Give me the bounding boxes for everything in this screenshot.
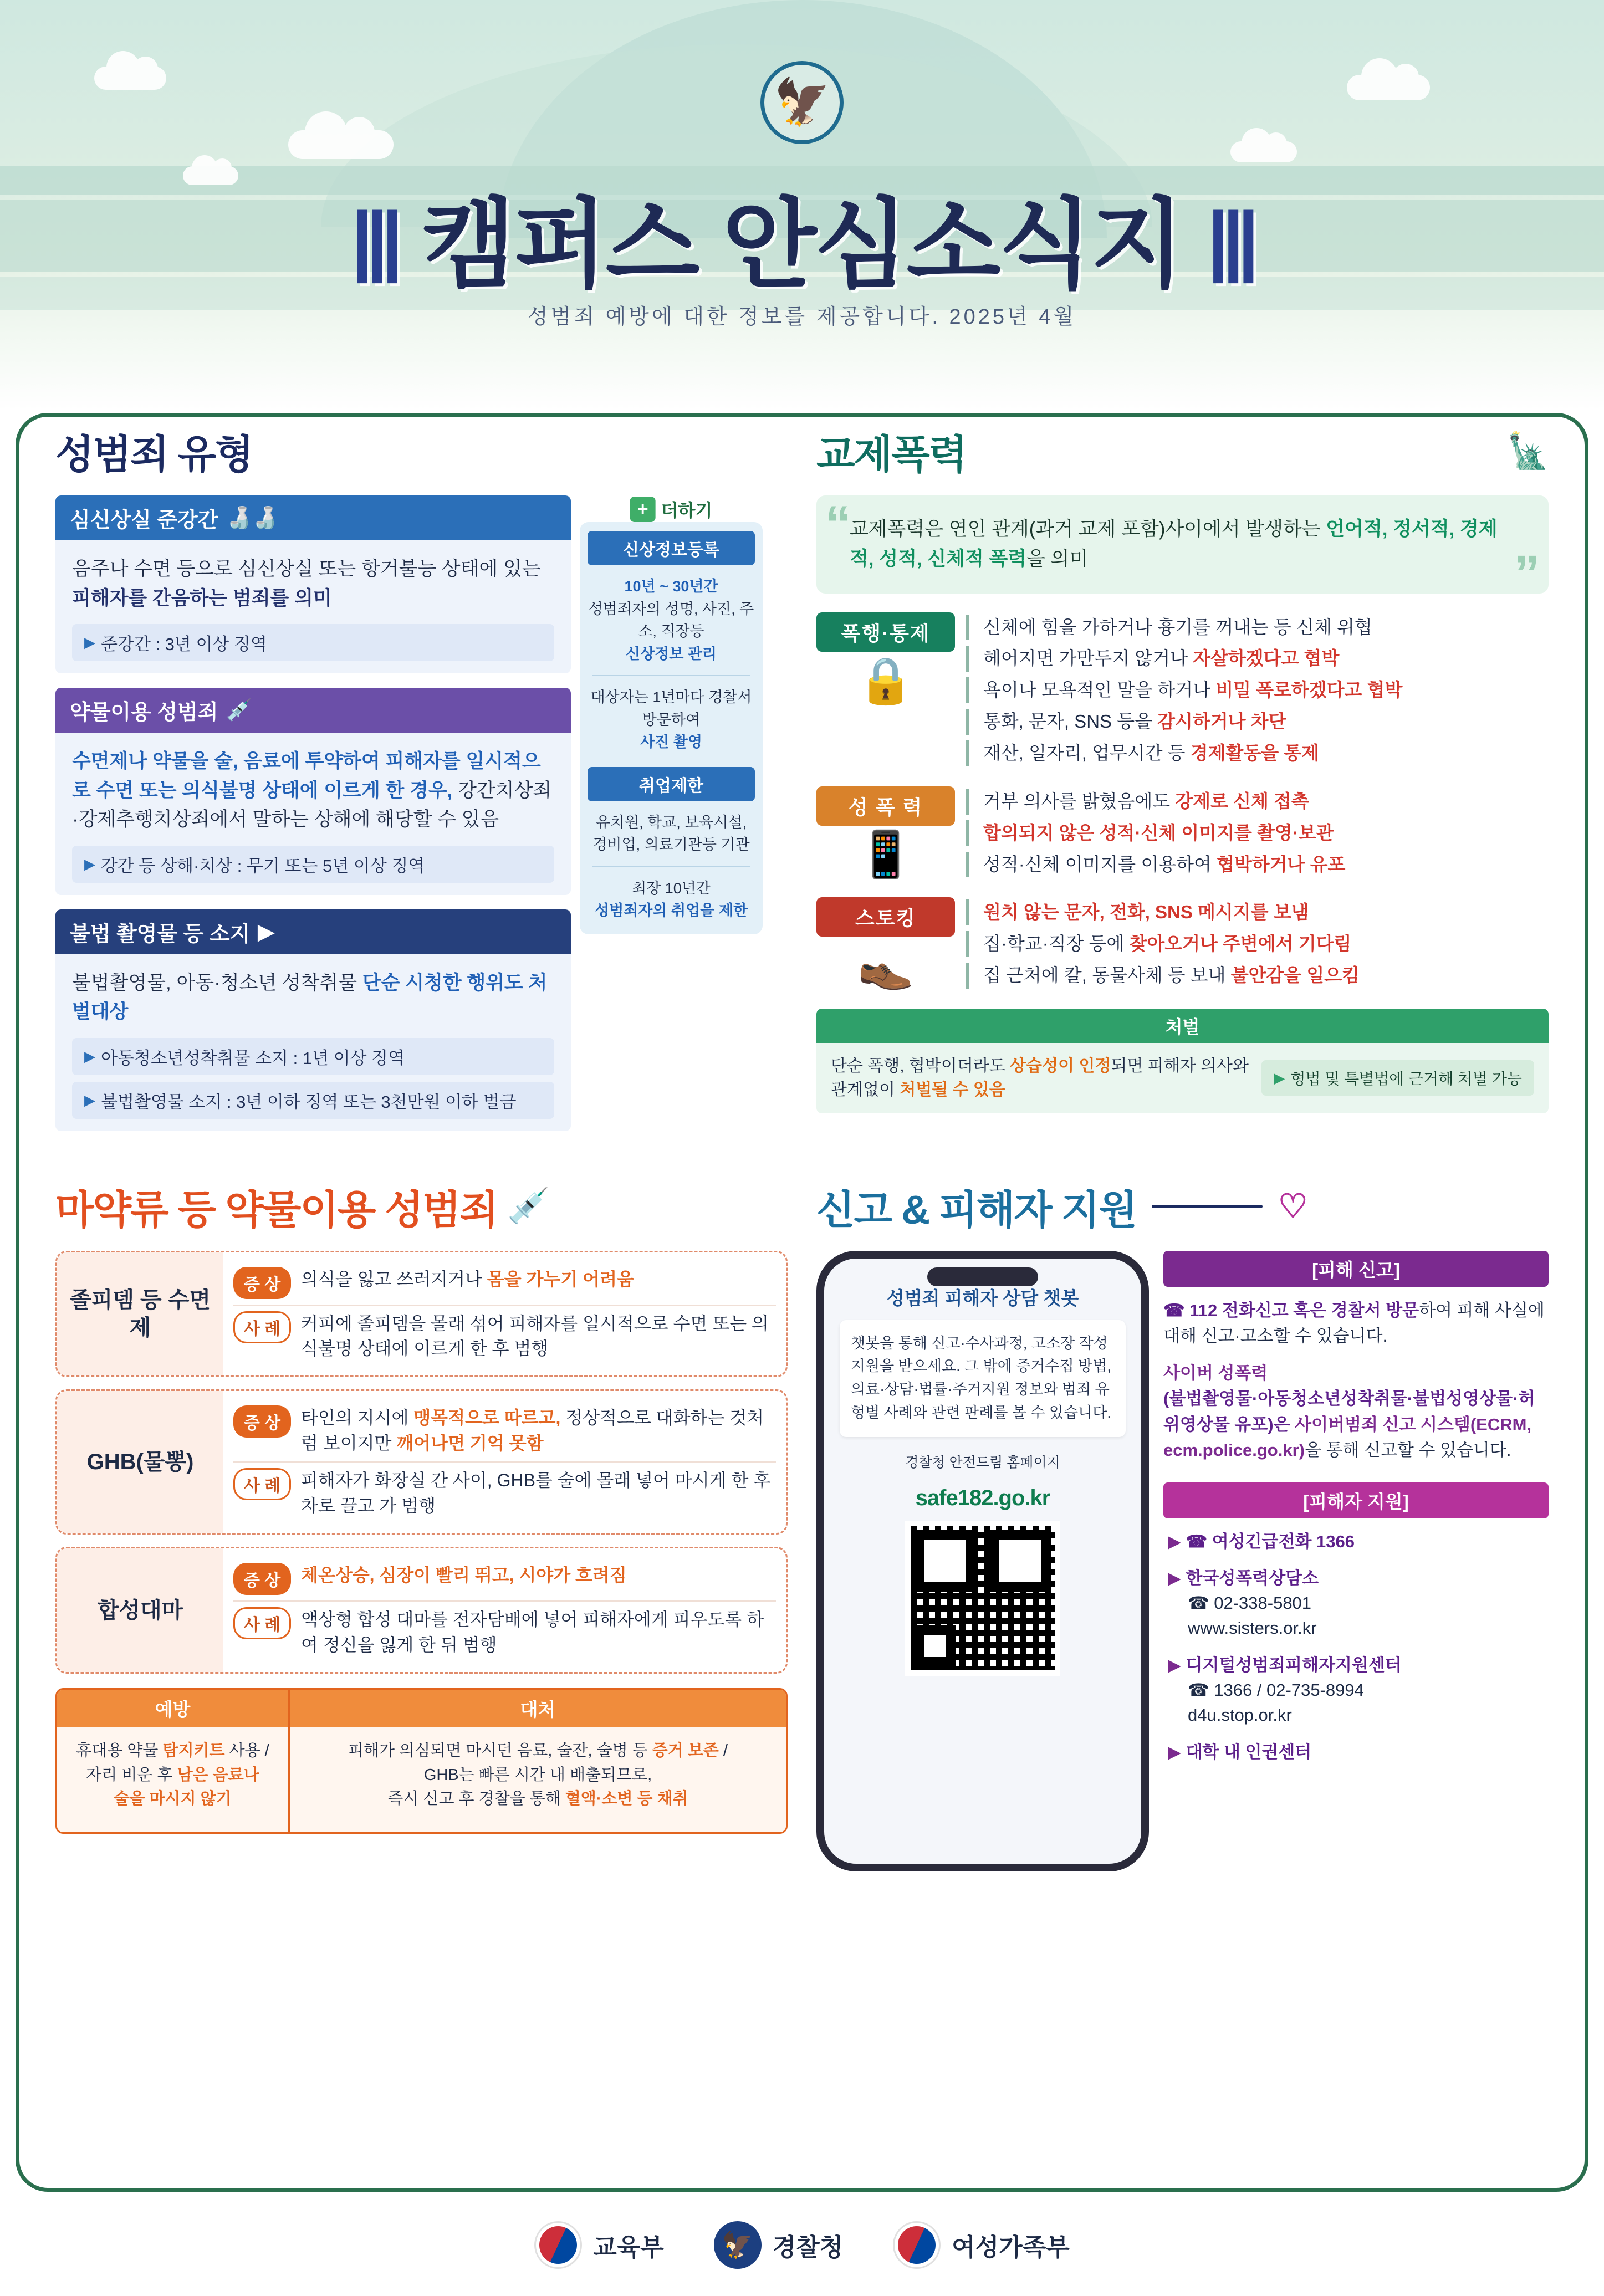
prevention-line2-hl: 남은 음료나: [177, 1766, 259, 1784]
penalty-text: 강간 등 상해·치상 : 무기 또는 5년 이상 징역: [101, 856, 425, 876]
prevention-response-table: [55, 1688, 788, 1834]
drug-row: [55, 1547, 788, 1674]
case-text: 피해자가 화장실 간 사이, GHB를 술에 몰래 넣어 마시게 한 후 차로 끌고 가 범행: [301, 1470, 771, 1516]
dv-item-highlight: 강제로 신체 접촉: [1175, 790, 1309, 811]
side-text: 유치원, 학교, 보육시설, 경비업, 의료기관등 기관: [592, 814, 750, 853]
quote-mark-open-icon: “: [825, 496, 851, 553]
dv-item: [966, 852, 1549, 878]
dv-item-list: [966, 612, 1549, 772]
prevention-line1-post: 사용 /: [224, 1742, 269, 1760]
definition-pre: 교제폭력은 연인 관계(과거 교제 포함)사이에서 발생하는: [850, 518, 1326, 540]
dv-item: [966, 789, 1549, 815]
crime-type-label: 심신상실 준강간: [70, 509, 218, 532]
padlock-icon: 🔒: [857, 655, 915, 706]
cyber-violence-post: 을 통해 신고할 수 있습니다.: [1304, 1440, 1511, 1460]
dv-item-text: 성적·신체 이미지를 이용하여: [983, 853, 1217, 875]
crime-type-label: 불법 촬영물 등 소지: [70, 922, 251, 946]
section-title-text: 마약류 등 약물이용 성범죄: [55, 1188, 498, 1233]
crime-type-header: [55, 495, 571, 540]
section-title-text: 신고 & 피해자 지원: [816, 1188, 1136, 1233]
triangle-icon: ▶: [84, 855, 95, 872]
police-eagle-emblem-icon: 🦅: [752, 61, 852, 161]
punishment-header: 처벌: [816, 1009, 1549, 1043]
punishment-hl2: 처벌될 수 있음: [900, 1081, 1005, 1100]
side-head-employment: 취업제한: [588, 767, 755, 801]
more-label: 더하기: [661, 500, 713, 520]
page-title-text: 캠퍼스 안심소식지: [421, 191, 1183, 299]
support-item: [1163, 1530, 1549, 1554]
punishment-mid: 되면 피해자 의사와 관계없이: [831, 1056, 1249, 1100]
dv-item-text: 통화, 문자, SNS 등을: [983, 711, 1158, 732]
symptom-highlight: 체온상승, 심장이 빨리 뛰고, 시야가 흐려짐: [301, 1565, 627, 1586]
side-text: 성범죄자의 취업을 제한: [595, 902, 748, 919]
drug-name: GHB(물뽕): [57, 1391, 223, 1533]
dv-item-text: 헤어지면 가만두지 않거나: [983, 648, 1193, 669]
drugs-section: [55, 1178, 788, 1871]
case-text: 커피에 졸피뎀을 몰래 섞어 피해자를 일시적으로 수면 또는 의식불명 상태에 이르게 한 후 범행: [301, 1313, 769, 1358]
cloud-icon: [1347, 75, 1430, 100]
dating-violence-definition: [816, 495, 1549, 602]
crime-type-text-pre: 음주나 수면 등으로 심신상실 또는 항거불능 상태에 있는: [72, 558, 541, 580]
punishment-hl1: 상습성이 인정: [1010, 1056, 1111, 1075]
dv-item: [966, 820, 1549, 846]
dv-item: [966, 709, 1549, 735]
dv-item-text: 욕이나 모욕적인 말을 하거나: [983, 679, 1216, 700]
support-item: [1163, 1653, 1549, 1728]
taegeuk-icon: [534, 2221, 582, 2269]
qr-code-icon[interactable]: [905, 1521, 1060, 1676]
report-info: [1163, 1251, 1549, 1871]
crime-type-text-post: 강간치상죄·강제추행치상죄에서 말하는 상해에 해당할 수 있음: [72, 779, 552, 830]
dv-item: [966, 615, 1549, 641]
divider: [592, 866, 750, 867]
crime-type-text-highlight: 수면제나 약물을 술, 음료에 투약하여 피해자를 일시적으로 수면 또는 의식불명 상태에 이르게 한 경우,: [72, 750, 541, 801]
dv-item: [966, 646, 1549, 672]
logo-label: 여성가족부: [952, 2233, 1070, 2261]
dv-item: [966, 740, 1549, 766]
response-line1-pre: 피해가 의심되면 마시던 음료, 술잔, 술병 등: [348, 1742, 652, 1760]
crime-type-header: [55, 909, 571, 954]
title-underline: [1152, 1205, 1263, 1208]
cloud-icon: [288, 130, 394, 159]
support-item: [1163, 1566, 1549, 1641]
prevention-line1-hl: 탐지키트: [162, 1742, 225, 1760]
more-tag: [630, 497, 713, 522]
triangle-icon: ▶: [84, 1091, 95, 1108]
prevention-line3: 술을 마시지 않기: [114, 1790, 232, 1808]
report-section: [816, 1178, 1549, 1871]
dv-item-text: 재산, 일자리, 업무시간 등: [983, 742, 1191, 763]
dv-item: [966, 899, 1549, 925]
prevention-header: 예방: [57, 1690, 288, 1727]
statue-of-liberty-icon: 🗽: [1506, 432, 1549, 471]
dv-item-text: 집·학교·직장 등에: [983, 933, 1130, 954]
crime-type-header: [55, 688, 571, 733]
crime-type-penalty: [72, 846, 554, 883]
symptom-mid: 정상적으로 대화하는 것처럼 보이지만: [301, 1408, 764, 1453]
symptom-pre: 타인의 지시에: [301, 1408, 414, 1428]
page-title: [0, 166, 1604, 306]
dv-item-highlight: 자살하겠다고 협박: [1193, 648, 1340, 669]
support-url[interactable]: www.sisters.or.kr: [1188, 1618, 1317, 1638]
punishment-block: [816, 1009, 1549, 1113]
drug-name: 졸피뎀 등 수면제: [57, 1252, 223, 1376]
triangle-icon: ▶: [1274, 1069, 1285, 1086]
soju-bottles-icon: 🍶🍶: [226, 506, 279, 530]
response-line1-post: /: [718, 1742, 728, 1760]
triangle-icon: ▶: [84, 1047, 95, 1065]
dv-item-highlight: 협박하거나 유포: [1217, 853, 1346, 875]
drug-row: [55, 1389, 788, 1535]
symptom-tag: 증 상: [233, 1563, 291, 1595]
dv-item-text: 집 근처에 칼, 동물사체 등 보내: [983, 965, 1231, 986]
dv-item: [966, 963, 1549, 989]
prevention-line1-pre: 휴대용 약물: [76, 1742, 163, 1760]
penalty-text: 불법촬영물 소지 : 3년 이하 징역 또는 3천만원 이하 벌금: [101, 1092, 517, 1112]
side-text: 신상정보 관리: [626, 645, 717, 662]
drug-row: [55, 1251, 788, 1378]
crime-type-text-pre: 불법촬영물, 아동·청소년 성착취물: [72, 971, 362, 994]
title-bars-left-icon: |||: [351, 196, 397, 283]
dv-tag-label: 스토킹: [816, 897, 955, 937]
phone-notch: [927, 1267, 1038, 1286]
crime-type-text-highlight: 단순 시청한 행위도 처벌대상: [72, 971, 548, 1022]
case-tag: 사 례: [233, 1311, 291, 1343]
support-item: [1163, 1740, 1549, 1765]
symptom-tag: 증 상: [233, 1267, 291, 1299]
crime-type-body: [55, 954, 571, 1131]
page-subtitle: 성범죄 예방에 대한 정보를 제공합니다. 2025년 4월: [527, 305, 1077, 329]
binoculars-icon: 👞: [857, 940, 915, 991]
dv-item-list: [966, 897, 1549, 994]
section-title-dating-violence: [816, 422, 1549, 480]
dv-item-text: 거부 의사를 밝혔음에도: [983, 790, 1176, 811]
phone-mockup: [816, 1251, 1149, 1871]
crime-type-list: [55, 495, 571, 1146]
crime-type-body: [55, 733, 571, 895]
side-text: 사진 촬영: [640, 734, 702, 750]
poster-footer: [0, 2193, 1604, 2296]
triangle-icon: ▶: [1168, 1531, 1181, 1551]
dv-item-highlight: 비밀 폭로하겠다고 협박: [1215, 679, 1403, 700]
phone-icon: ☎: [1163, 1300, 1185, 1320]
logo-police-agency: [714, 2221, 844, 2269]
logo-education-ministry: [534, 2221, 664, 2269]
poster-header: [0, 0, 1604, 410]
support-phone: ☎ 1366 / 02-735-8994: [1188, 1680, 1364, 1700]
dv-item: [966, 931, 1549, 957]
response-line3-pre: 즉시 신고 후 경찰을 통해: [387, 1790, 565, 1808]
crime-type-penalty: [72, 1038, 554, 1075]
dv-item-highlight: 합의되지 않은 성적·신체 이미지를 촬영·보관: [983, 822, 1334, 843]
heart-icon: ♡: [1278, 1187, 1307, 1225]
support-url[interactable]: d4u.stop.or.kr: [1188, 1705, 1292, 1725]
support-list: [1163, 1530, 1549, 1766]
triangle-icon: ▶: [84, 634, 95, 651]
dv-item-text: 신체에 힘을 가하거나 흉기를 꺼내는 등 신체 위협: [983, 616, 1372, 637]
video-play-icon: ▶︎: [258, 920, 274, 944]
section-title-text: 성범죄 유형: [55, 433, 253, 477]
triangle-icon: ▶: [1168, 1568, 1181, 1588]
content-area: [25, 422, 1579, 1871]
dv-row-sexual-violence: [816, 786, 1549, 883]
quote-mark-close-icon: ”: [1514, 545, 1540, 602]
punishment-note-text: 형법 및 특별법에 근거해 처벌 가능: [1290, 1070, 1522, 1088]
section-title-drugs: [55, 1178, 788, 1235]
triangle-icon: ▶: [1168, 1655, 1181, 1675]
side-head-registration: 신상정보등록: [588, 531, 755, 565]
prevention-line2-pre: 자리 비운 후: [86, 1766, 177, 1784]
section-title-text: 교제폭력: [816, 433, 967, 477]
left-column: [55, 422, 788, 1146]
phone-camera-icon: 📱: [857, 829, 915, 880]
taegeuk-icon: [893, 2221, 941, 2269]
title-bars-right-icon: |||: [1207, 196, 1253, 283]
report-item-post: 하여 피해 사실에 대해 신고·고소할 수 있습니다.: [1163, 1300, 1545, 1346]
punishment-pre: 단순 폭행, 협박이더라도: [831, 1056, 1010, 1075]
dv-item-highlight: 불안감을 일으킴: [1230, 965, 1360, 986]
case-tag: 사 례: [233, 1468, 291, 1500]
symptom-highlight: 맹목적으로 따르고,: [413, 1408, 566, 1428]
symptom-highlight: 몸을 가누기 어려움: [487, 1269, 634, 1289]
support-header: [피해자 지원]: [1163, 1482, 1549, 1518]
response-header: 대처: [290, 1690, 786, 1727]
response-line1-hl: 증거 보존: [652, 1742, 719, 1760]
dv-item-highlight: 감시하거나 차단: [1157, 711, 1286, 732]
case-text: 액상형 합성 대마를 전자담배에 넣어 피해자에게 피우도록 하여 정신을 잃게 한 뒤 범행: [301, 1609, 764, 1655]
crime-type-penalty: [72, 624, 554, 661]
section-title-crime-types: [55, 422, 788, 480]
police-emblem-icon: 🦅: [714, 2221, 762, 2269]
support-label: 대학 내 인권센터: [1186, 1742, 1312, 1762]
side-text: 성범죄자의 성명, 사진, 주소, 직장등: [588, 600, 754, 640]
crime-type-text-highlight: 피해자를 간음하는 범죄를 의미: [72, 587, 332, 609]
side-text: 대상자는 1년마다 경찰서 방문하여: [590, 689, 752, 728]
cyber-violence-pre: (불법촬영물·아동청소년성착취물·불법성영상물·허위영상물 유포)은: [1163, 1389, 1535, 1434]
phone-icon: ☎: [1186, 1531, 1208, 1551]
chatbot-title: 성범죄 피해자 상담 챗봇: [886, 1287, 1079, 1308]
dv-item-highlight: 원치 않는 문자, 전화, SNS 메시지를 보냄: [983, 902, 1309, 923]
syringe-icon: 💉: [507, 1187, 549, 1225]
crime-type-body: [55, 540, 571, 673]
symptom-tag: 증 상: [233, 1405, 291, 1438]
dv-item-list: [966, 786, 1549, 883]
support-label: 여성긴급전화 1366: [1212, 1531, 1355, 1551]
side-text: 10년 ~ 30년간: [624, 578, 718, 595]
definition-post: 을 의미: [1026, 548, 1089, 570]
crime-type-label: 약물이용 성범죄: [70, 701, 218, 724]
penalty-text: 준강간 : 3년 이상 징역: [101, 635, 267, 654]
support-label: 한국성폭력상담소: [1186, 1568, 1319, 1588]
logo-label: 경찰청: [772, 2233, 844, 2261]
drug-name: 합성대마: [57, 1548, 223, 1672]
cloud-icon: [94, 67, 166, 90]
cyber-violence-title: 사이버 성폭력: [1163, 1363, 1268, 1383]
extra-info-sidebar: [580, 495, 763, 1146]
safe-site-url[interactable]: safe182.go.kr: [915, 1485, 1050, 1510]
symptom-highlight2: 깨어나면 기억 못함: [396, 1433, 544, 1453]
report-header: [피해 신고]: [1163, 1251, 1549, 1287]
crime-type-penalty: [72, 1082, 554, 1119]
report-item-pre: 112 전화신고 혹은 경찰서 방문: [1189, 1300, 1419, 1320]
dv-item-highlight: 경제활동을 통제: [1190, 742, 1320, 763]
side-text: 최장 10년간: [632, 879, 711, 897]
dv-item-highlight: 찾아오거나 주변에서 기다림: [1129, 933, 1352, 954]
divider: [592, 675, 750, 676]
chatbot-message: 챗봇을 통해 신고·수사과정, 고소장 작성 지원을 받으세요. 그 밖에 증거수집 방법, 의료·상담·법률·주거지원 정보와 범죄 유형별 사례와 관련 판례를 볼 수 있습니다.: [840, 1320, 1126, 1437]
triangle-icon: ▶: [1168, 1742, 1181, 1762]
safe-site-label: 경찰청 안전드림 홈페이지: [905, 1454, 1060, 1470]
symptom-pre: 의식을 잃고 쓰러지거나: [301, 1269, 487, 1289]
support-label: 디지털성범죄피해자지원센터: [1186, 1655, 1402, 1675]
dv-tag-label: 성 폭 력: [816, 786, 955, 826]
right-column: [816, 422, 1549, 1146]
dv-row-assault: [816, 612, 1549, 772]
dv-tag-label: 폭행·통제: [816, 612, 955, 652]
response-line3-hl: 혈액·소변 등 채취: [565, 1790, 688, 1808]
plus-icon: +: [630, 497, 656, 522]
cloud-icon: [1230, 141, 1297, 162]
logo-label: 교육부: [593, 2233, 664, 2261]
response-line2: GHB는 빠른 시간 내 배출되므로,: [423, 1766, 652, 1784]
cyber-violence-hl: 사이버범죄 신고 시스템(ECRM, ecm.police.go.kr): [1163, 1414, 1532, 1460]
penalty-text: 아동청소년성착취물 소지 : 1년 이상 징역: [101, 1048, 405, 1068]
case-tag: 사 례: [233, 1607, 291, 1639]
support-phone: ☎ 02-338-5801: [1188, 1593, 1312, 1613]
definition-highlight: 언어적, 정서적, 경제적, 성적, 신체적 폭력: [850, 518, 1498, 570]
section-title-report: [816, 1178, 1549, 1235]
logo-gender-equality-ministry: [893, 2221, 1070, 2269]
dv-row-stalking: [816, 897, 1549, 994]
dv-item: [966, 677, 1549, 703]
syringe-icon: 💉: [226, 698, 252, 722]
punishment-note: [1261, 1060, 1534, 1096]
